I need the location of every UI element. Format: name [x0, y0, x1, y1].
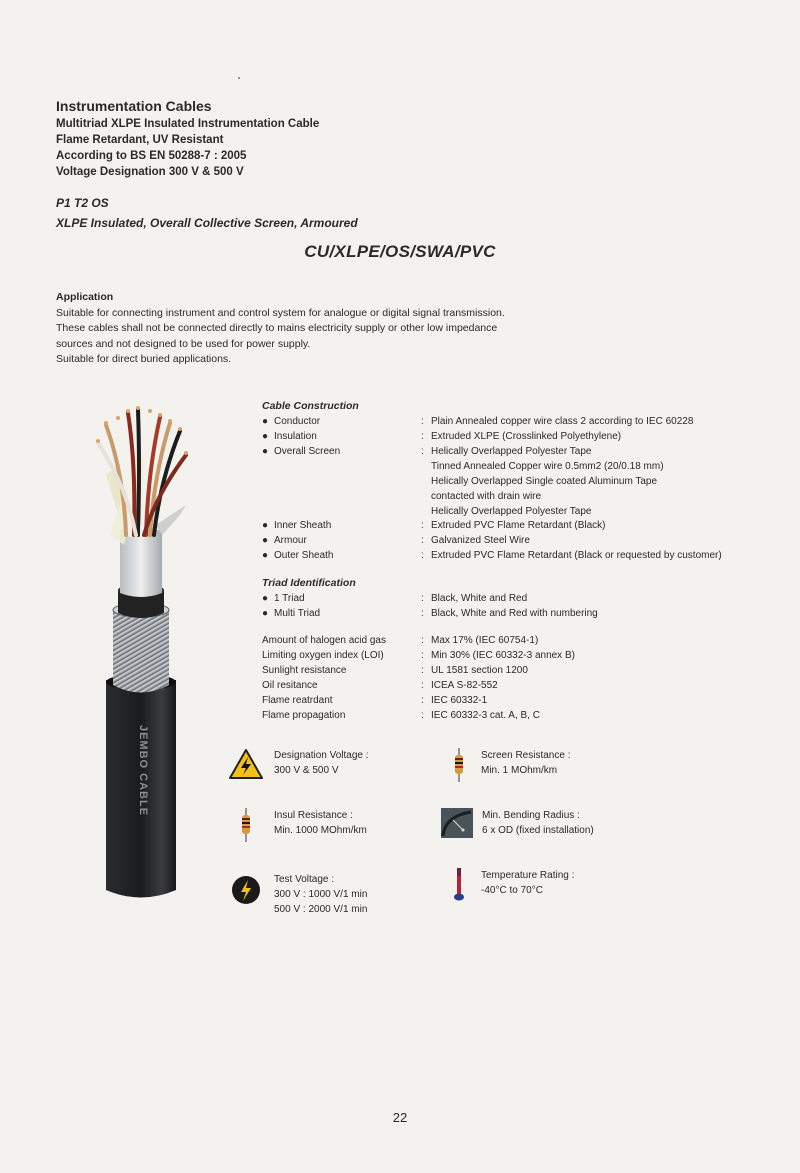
resistor-icon — [228, 808, 274, 842]
speck — [238, 77, 240, 79]
foil-screen — [120, 530, 162, 597]
cable-illustration — [76, 395, 206, 905]
header-block — [56, 98, 319, 180]
lightning-icon — [228, 874, 264, 908]
bullet: ● — [262, 608, 269, 619]
application-line-3: sources and not designed to be used for power supply. — [56, 337, 311, 350]
application-line-2: These cables shall not be connected directly to mains electricity supply or other low impedance — [56, 322, 498, 334]
screen-resistance-block: Screen Resistance : Min. 1 MOhm/km — [435, 748, 635, 784]
resistor-icon — [435, 748, 481, 782]
header-line-4: Voltage Designation 300 V & 500 V — [56, 166, 244, 178]
bullet: ● — [262, 550, 269, 561]
insul-resistance-block: Insul Resistance : Min. 1000 MOhm/km — [228, 808, 428, 844]
application-section — [56, 290, 505, 368]
bullet: ● — [262, 593, 269, 604]
triad-identification-heading: Triad Identification — [262, 577, 356, 589]
header-line-2: Flame Retardant, UV Resistant — [56, 134, 224, 146]
designation-voltage-block: Designation Voltage : 300 V & 500 V — [228, 748, 428, 784]
cable-print-text: JEMBO CABLE — [137, 725, 149, 817]
cable-type-description: XLPE Insulated, Overall Collective Screen, Armoured — [56, 216, 358, 230]
header-line-3: According to BS EN 50288-7 : 2005 — [56, 150, 247, 162]
bending-radius-block: Min. Bending Radius : 6 x OD (fixed installation) — [441, 808, 641, 844]
cable-type-block — [56, 193, 358, 233]
specification-section: Cable Construction ● Conductor : Plain Annealed copper wire class 2 according to IEC 60228 ● Insulation : Extruded XLPE (Crosslinked Polyethylene) ● Overall Screen : Helically Overlapped Polyester Tape Tinned Annealed Copper wire 0.5mm2 (20/0.18 mm) Helically Overlapped Single coated Aluminum Tape contacted with drain wire Helically Overlapped Polyester Tape ● Inner Sheath : Extruded PVC Flame Retardant (Black) ● Armour : Galvanized Steel Wire ● Outer Sheath : Extruded PVC Flame Retardant (Black or requested by customer) Triad Identification ● 1 Triad : Black, White and Red ● Multi Triad : Black, White and Red with numbering Amount of halogen acid gas : Max 17% (IEC 60754-1) Limiting oxygen index (LOI) : Min 30% (IEC 60332-3 annex B) Sunlight resistance : UL 1581 section 1200 Oil resitance : ICEA S-82-552 Flame reatrdant : IEC 60332-1 Flame propagation : IEC 60332-3 cat. A, B, C — [262, 400, 722, 721]
bullet: ● — [262, 520, 269, 531]
application-heading: Application — [56, 291, 114, 303]
page-title: Instrumentation Cables — [56, 98, 212, 114]
bullet: ● — [262, 535, 269, 546]
bending-radius-icon — [441, 808, 473, 838]
thermometer-icon — [435, 868, 481, 902]
test-voltage-block: Test Voltage : 300 V : 1000 V/1 min 500 V : 2000 V/1 min — [228, 872, 428, 918]
construction-code: CU/XLPE/OS/SWA/PVC — [304, 242, 496, 261]
bullet: ● — [262, 446, 269, 457]
temperature-rating-block: Temperature Rating : -40°C to 70°C — [435, 868, 635, 904]
cable-type-code: P1 T2 OS — [56, 196, 109, 210]
header-line-1: Multitriad XLPE Insulated Instrumentation Cable — [56, 118, 320, 130]
application-line-1: Suitable for connecting instrument and control system for analogue or digital signal transmission. — [56, 306, 505, 319]
high-voltage-warning-icon — [228, 748, 264, 780]
page-number: 22 — [392, 1110, 408, 1125]
cable-construction-heading: Cable Construction — [262, 400, 359, 412]
bullet: ● — [262, 431, 269, 442]
bullet: ● — [262, 416, 269, 427]
armour-wires — [113, 610, 169, 693]
application-line-4: Suitable for direct buried applications. — [56, 353, 232, 365]
